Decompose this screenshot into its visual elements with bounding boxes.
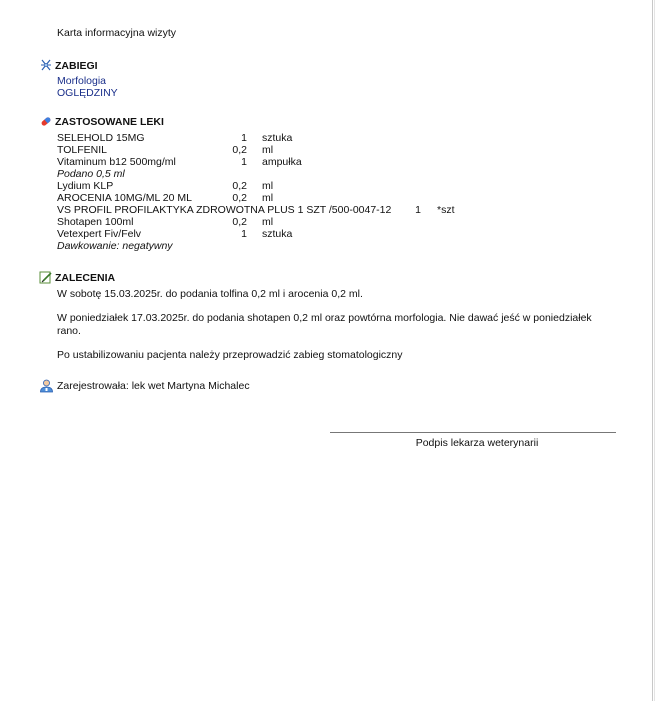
recommendation-paragraph: W sobotę 15.03.2025r. do podania tolfina 0,2 ml i arocenia 0,2 ml. <box>57 288 363 300</box>
medication-name: AROCENIA 10MG/ML 20 ML <box>57 192 192 204</box>
medication-quantity: 1 <box>415 204 421 216</box>
medication-row <box>57 216 617 228</box>
medication-quantity: 0,2 <box>232 216 247 228</box>
procedures-heading-text: ZABIEGI <box>55 59 98 72</box>
medication-quantity: 1 <box>241 228 247 240</box>
procedures-list <box>57 75 118 99</box>
recommendation-paragraph: Po ustabilizowaniu pacjenta należy przeprowadzić zabieg stomatologiczny <box>57 349 403 361</box>
registration-text: Zarejestrowała: lek wet Martyna Michalec <box>57 380 250 392</box>
medication-unit: ampułka <box>262 156 302 168</box>
pill-icon <box>39 115 53 128</box>
medications-list <box>57 132 617 252</box>
medication-unit: *szt <box>437 204 455 216</box>
procedure-item[interactable]: Morfologia <box>57 75 107 87</box>
medication-unit: ml <box>262 192 274 204</box>
pencil-note-icon <box>39 271 53 284</box>
medication-note: Dawkowanie: negatywny <box>57 240 173 252</box>
medication-row <box>57 144 617 156</box>
medication-note: Podano 0,5 ml <box>57 168 125 180</box>
medications-heading <box>39 115 164 128</box>
medication-name: Shotapen 100ml <box>57 216 134 228</box>
recommendations-heading-text: ZALECENIA <box>55 271 116 284</box>
medication-name: TOLFENIL <box>57 144 107 156</box>
medication-quantity: 0,2 <box>232 180 247 192</box>
signature-line <box>330 432 616 433</box>
medication-unit: ml <box>262 144 274 156</box>
registration <box>39 379 250 393</box>
recommendations-heading <box>39 271 115 284</box>
medication-name: VS PROFIL PROFILAKTYKA ZDROWOTNA PLUS 1 SZT /500-0047-12 <box>57 204 392 216</box>
medication-row <box>57 156 617 168</box>
medication-row <box>57 132 617 144</box>
medications-heading-text: ZASTOSOWANE LEKI <box>55 115 164 128</box>
medication-name: SELEHOLD 15MG <box>57 132 145 144</box>
document-title: Karta informacyjna wizyty <box>57 27 177 39</box>
medication-unit: ml <box>262 180 274 192</box>
medication-row <box>57 192 617 204</box>
medication-quantity: 1 <box>241 132 247 144</box>
microscope-icon <box>39 59 53 72</box>
medication-quantity: 1 <box>241 156 247 168</box>
medication-row <box>57 204 617 216</box>
procedure-item[interactable]: OGLĘDZINY <box>57 87 118 99</box>
recommendation-paragraph: W poniedziałek 17.03.2025r. do podania shotapen 0,2 ml oraz powtórna morfologia. Nie dawać jeść w poniedziałek rano. <box>57 312 592 337</box>
page-edge <box>652 0 653 701</box>
signature-label: Podpis lekarza weterynarii <box>415 437 539 449</box>
medication-unit: sztuka <box>262 132 293 144</box>
medication-name: Vetexpert Fiv/Felv <box>57 228 142 240</box>
procedures-heading <box>39 59 98 72</box>
medication-name: Vitaminum b12 500mg/ml <box>57 156 176 168</box>
medication-row <box>57 180 617 192</box>
medication-name: Lydium KLP <box>57 180 114 192</box>
medication-quantity: 0,2 <box>232 144 247 156</box>
medication-quantity: 0,2 <box>232 192 247 204</box>
doctor-icon <box>39 379 54 393</box>
medication-row <box>57 228 617 240</box>
medication-unit: sztuka <box>262 228 293 240</box>
medication-unit: ml <box>262 216 274 228</box>
